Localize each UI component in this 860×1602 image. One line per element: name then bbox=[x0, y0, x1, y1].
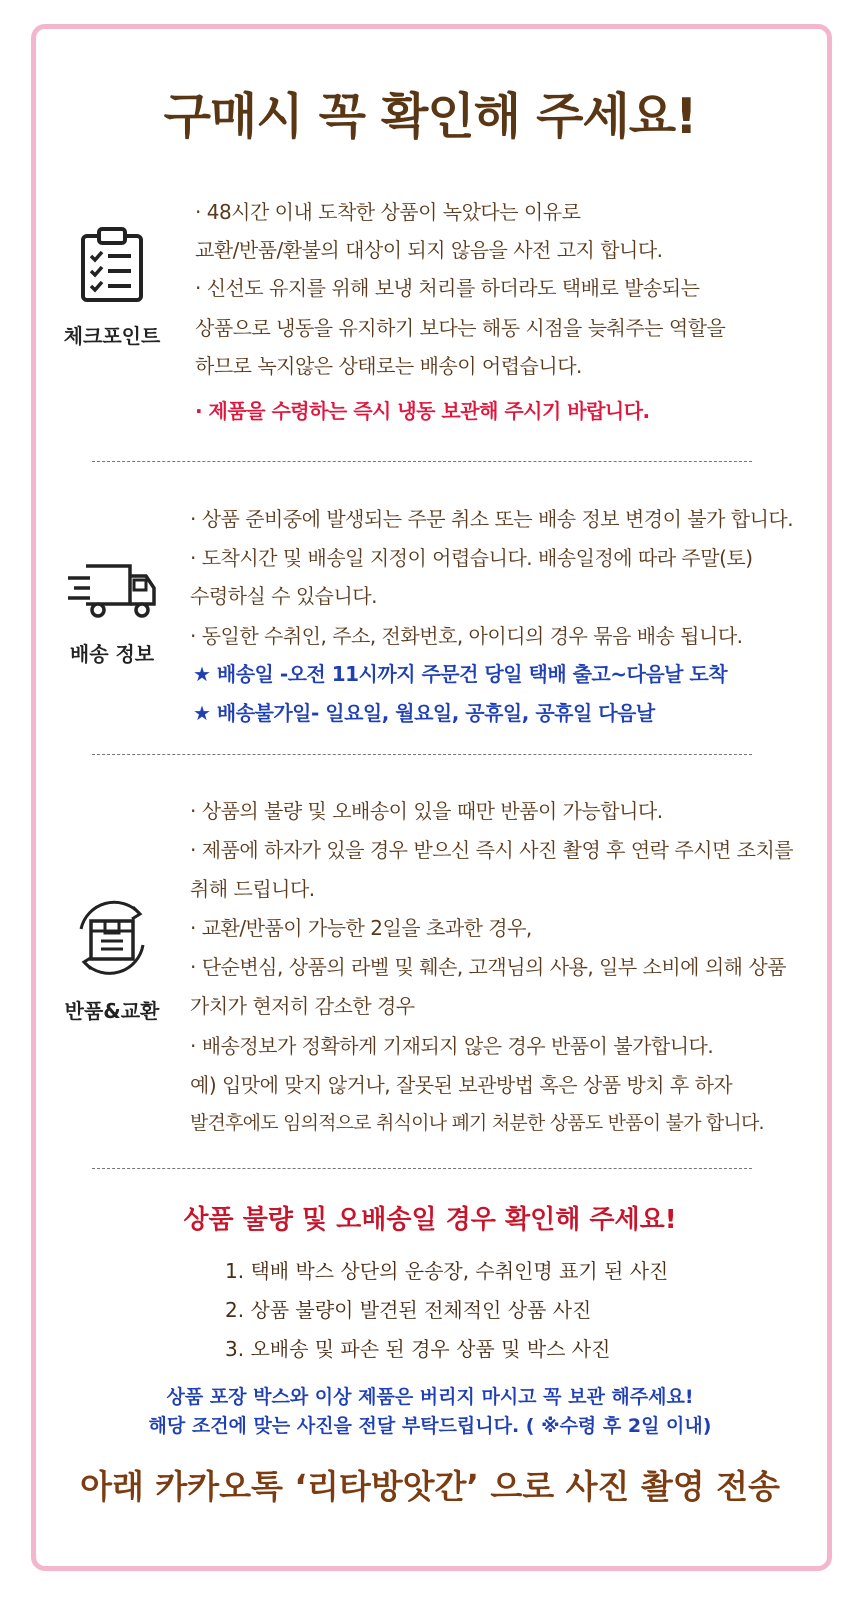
defect-notice: 상품 포장 박스와 이상 제품은 버리지 마시고 꼭 보관 해주세요! bbox=[166, 1386, 694, 1408]
kakao-instruction: 아래 카카오톡 ‘리타방앗간’ 으로 사진 촬영 전송 bbox=[80, 1467, 780, 1506]
return-box-icon bbox=[67, 895, 157, 979]
check-warning: · 제품을 수령하는 즉시 냉동 보관해 주시기 바랍니다. bbox=[195, 399, 650, 423]
returns-line: 예) 입맛에 맞지 않거나, 잘못된 보관방법 혹은 상품 방치 후 하자 bbox=[190, 1073, 733, 1097]
defect-step: 3. 오배송 및 파손 된 경우 상품 및 박스 사진 bbox=[225, 1337, 611, 1361]
returns-line: 가치가 현저히 감소한 경우 bbox=[190, 994, 415, 1018]
shipping-highlight: ★ 배송불가일- 일요일, 월요일, 공휴일, 공휴일 다음날 bbox=[193, 701, 655, 725]
check-section-label: 체크포인트 bbox=[63, 324, 161, 348]
defect-notice: 해당 조건에 맞는 사진을 전달 부탁드립니다. ( ※수령 후 2일 이내) bbox=[148, 1415, 712, 1437]
defect-step: 1. 택배 박스 상단의 운송장, 수취인명 표기 된 사진 bbox=[225, 1259, 669, 1283]
section-divider bbox=[92, 1168, 752, 1169]
page-title: 구매시 꼭 확인해 주세요! bbox=[163, 88, 697, 145]
shipping-highlight: ★ 배송일 -오전 11시까지 주문건 당일 택배 출고~다음날 도착 bbox=[193, 662, 728, 686]
shipping-section-label: 배송 정보 bbox=[69, 642, 155, 666]
check-line: 하므로 녹지않은 상태로는 배송이 어렵습니다. bbox=[195, 354, 582, 378]
returns-section-icon-group bbox=[52, 895, 172, 1024]
returns-line: 취해 드립니다. bbox=[190, 877, 315, 901]
section-divider bbox=[92, 754, 752, 755]
delivery-truck-icon bbox=[64, 556, 160, 622]
shipping-section-icon-group bbox=[52, 556, 172, 667]
returns-line: 발견후에도 임의적으로 취식이나 폐기 처분한 상품도 반품이 불가 합니다. bbox=[190, 1112, 764, 1134]
shipping-line: · 도착시간 및 배송일 지정이 어렵습니다. 배송일정에 따라 주말(토) bbox=[190, 546, 753, 570]
returns-line: · 제품에 하자가 있을 경우 받으신 즉시 사진 촬영 후 연락 주시면 조치를 bbox=[190, 838, 794, 862]
defect-title: 상품 불량 및 오배송일 경우 확인해 주세요! bbox=[183, 1205, 677, 1235]
check-line: 교환/반품/환불의 대상이 되지 않음을 사전 고지 합니다. bbox=[195, 238, 663, 262]
shipping-line: · 동일한 수취인, 주소, 전화번호, 아이디의 경우 묶음 배송 됩니다. bbox=[190, 624, 743, 648]
check-line: · 신선도 유지를 위해 보냉 처리를 하더라도 택배로 발송되는 bbox=[195, 276, 700, 300]
shipping-line: 수령하실 수 있습니다. bbox=[190, 584, 377, 608]
check-line: 상품으로 냉동을 유지하기 보다는 해동 시점을 늦춰주는 역할을 bbox=[195, 316, 726, 340]
returns-section-label: 반품&교환 bbox=[64, 999, 160, 1023]
clipboard-checklist-icon bbox=[79, 226, 145, 304]
returns-line: · 단순변심, 상품의 라벨 및 훼손, 고객님의 사용, 일부 소비에 의해 상품 bbox=[190, 955, 787, 979]
section-divider bbox=[92, 461, 752, 462]
returns-line: · 상품의 불량 및 오배송이 있을 때만 반품이 가능합니다. bbox=[190, 799, 663, 823]
check-section-icon-group bbox=[52, 226, 172, 349]
shipping-line: · 상품 준비중에 발생되는 주문 취소 또는 배송 정보 변경이 불가 합니다. bbox=[190, 507, 794, 531]
defect-step: 2. 상품 불량이 발견된 전체적인 상품 사진 bbox=[225, 1298, 592, 1322]
returns-line: · 교환/반품이 가능한 2일을 초과한 경우, bbox=[190, 916, 532, 940]
check-line: · 48시간 이내 도착한 상품이 녹았다는 이유로 bbox=[195, 200, 581, 224]
returns-line: · 배송정보가 정확하게 기재되지 않은 경우 반품이 불가합니다. bbox=[190, 1034, 714, 1058]
